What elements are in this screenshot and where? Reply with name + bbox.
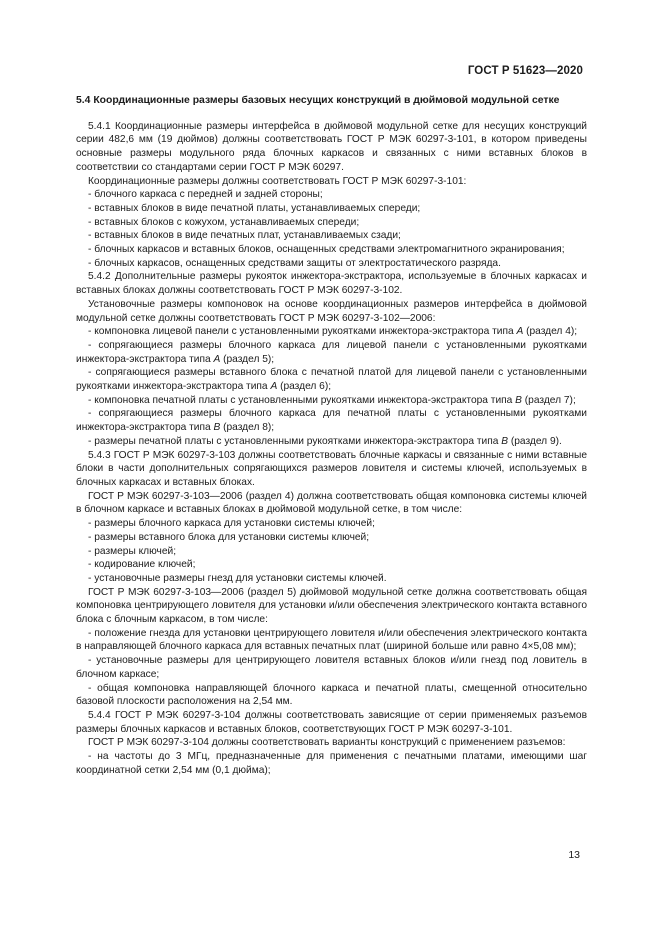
list-item: - блочных каркасов, оснащенных средствами защиты от электростатического разряда.: [88, 257, 501, 269]
paragraph: 5.4.1 Координационные размеры интерфейса в дюймовой модульной сетке для несущих конструкций серии 482,6 мм (19 дюймов) должны соответствовать ГОСТ Р МЭК 60297-3-101, в котором приведены основные размеры модульного ряда блочных каркасов и связанных с ними вставных блоков в соответствии со стандартами серии ГОСТ Р МЭК 60297.: [76, 120, 587, 173]
paragraph: ГОСТ Р МЭК 60297-3-103—2006 (раздел 5) дюймовой модульной сетке должна соответствовать общая компоновка центрирующего ловителя для установки и/или обеспечения электрического контакта вставного блока с блочным каркасом, в том числе:: [76, 586, 587, 626]
page-number: 13: [568, 849, 580, 861]
paragraph: Установочные размеры компоновок на основе координационных размеров интерфейса в дюймовой модульной сетке должны соответствовать ГОСТ Р МЭК 60297-3-102—2006:: [76, 298, 587, 324]
list-item: - вставных блоков в виде печатной платы, устанавливаемых спереди;: [88, 202, 421, 214]
main-text-block: [76, 94, 587, 777]
paragraph: 5.4.4 ГОСТ Р МЭК 60297-3-104 должны соответствовать зависящие от серии применяемых разъемов размеры блочных каркасов и вставных блоков, соответствующих ГОСТ Р МЭК 60297-3-101.: [76, 709, 587, 735]
paragraph: ГОСТ Р МЭК 60297-3-104 должны соответствовать варианты конструкций с применением разъемов:: [88, 737, 566, 749]
list-item: - размеры печатной платы с установленными рукоятками инжектора-экстрактора типа B (раздел 9).: [88, 435, 562, 447]
list-item: - общая компоновка направляющей блочного каркаса и печатной платы, смещенной относительно базовой плоскости расположения на 2,54 мм.: [76, 682, 587, 708]
paragraph: 5.4.2 Дополнительные размеры рукояток инжектора-экстрактора, используемые в блочных каркасах и вставных блоках должны соответствовать ГОСТ Р МЭК 60297-3-102.: [76, 271, 587, 297]
section-heading: 5.4 Координационные размеры базовых несущих конструкций в дюймовой модульной сетке: [76, 95, 560, 106]
list-item: - компоновка лицевой панели с установленными рукоятками инжектора-экстрактора типа A (раздел 4);: [88, 326, 578, 338]
list-item: - размеры вставного блока для установки системы ключей;: [88, 531, 370, 543]
document-id-header: ГОСТ Р 51623—2020: [467, 65, 583, 77]
list-item: - блочных каркасов и вставных блоков, оснащенных средствами электромагнитного экранирования;: [88, 244, 565, 256]
list-item: - вставных блоков в виде печатных плат, устанавливаемых сзади;: [88, 230, 401, 242]
list-item: - положение гнезда для установки центрирующего ловителя и/или обеспечения электрического контакта в направляющей блочного каркаса для вставных печатных плат (шириной больше или равно 4×5,08 мм);: [76, 627, 587, 653]
list-item: - вставных блоков с кожухом, устанавливаемых спереди;: [88, 216, 360, 228]
list-item: - на частоты до 3 МГц, предназначенные для применения с печатными платами, имеющими шаг координатной сетки 2,54 мм (0,1 дюйма);: [76, 751, 587, 776]
list-item: - установочные размеры гнезд для установки системы ключей.: [88, 572, 387, 584]
list-item: - компоновка печатной платы с установленными рукоятками инжектора-экстрактора типа B (раздел 7);: [88, 394, 576, 406]
list-item: - сопрягающиеся размеры блочного каркаса для лицевой панели с установленными рукоятками инжектора-экстрактора типа A (раздел 5);: [76, 339, 587, 365]
list-item: - кодирование ключей;: [88, 559, 196, 571]
list-item: - сопрягающиеся размеры блочного каркаса для печатной платы с установленными рукоятками инжектора-экстрактора типа B (раздел 8);: [76, 408, 587, 434]
paragraph: Координационные размеры должны соответствовать ГОСТ Р МЭК 60297-3-101:: [88, 175, 467, 187]
list-item: - размеры ключей;: [88, 545, 177, 557]
list-item: - сопрягающиеся размеры вставного блока с печатной платой для лицевой панели с установленными рукоятками инжектора-экстрактора типа A (раздел 6);: [76, 367, 587, 393]
list-item: - размеры блочного каркаса для установки системы ключей;: [88, 518, 375, 530]
paragraph: ГОСТ Р МЭК 60297-3-103—2006 (раздел 4) должна соответствовать общая компоновка системы ключей в блочном каркасе и вставных блоках в дюймовой модульной сетке, в том числе:: [76, 490, 587, 516]
paragraph-list: [76, 120, 587, 778]
list-item: - установочные размеры для центрирующего ловителя вставных блоков и/или гнезд под ловитель в блочном каркасе;: [76, 655, 587, 680]
paragraph: 5.4.3 ГОСТ Р МЭК 60297-3-103 должны соответствовать блочные каркасы и связанные с ними вставные блоки в части дополнительных сопрягающихся размеров ловителя и системы ключей, используемых в блочных каркасах и вставных блоках.: [76, 449, 587, 488]
list-item: - блочного каркаса с передней и задней стороны;: [88, 189, 323, 201]
